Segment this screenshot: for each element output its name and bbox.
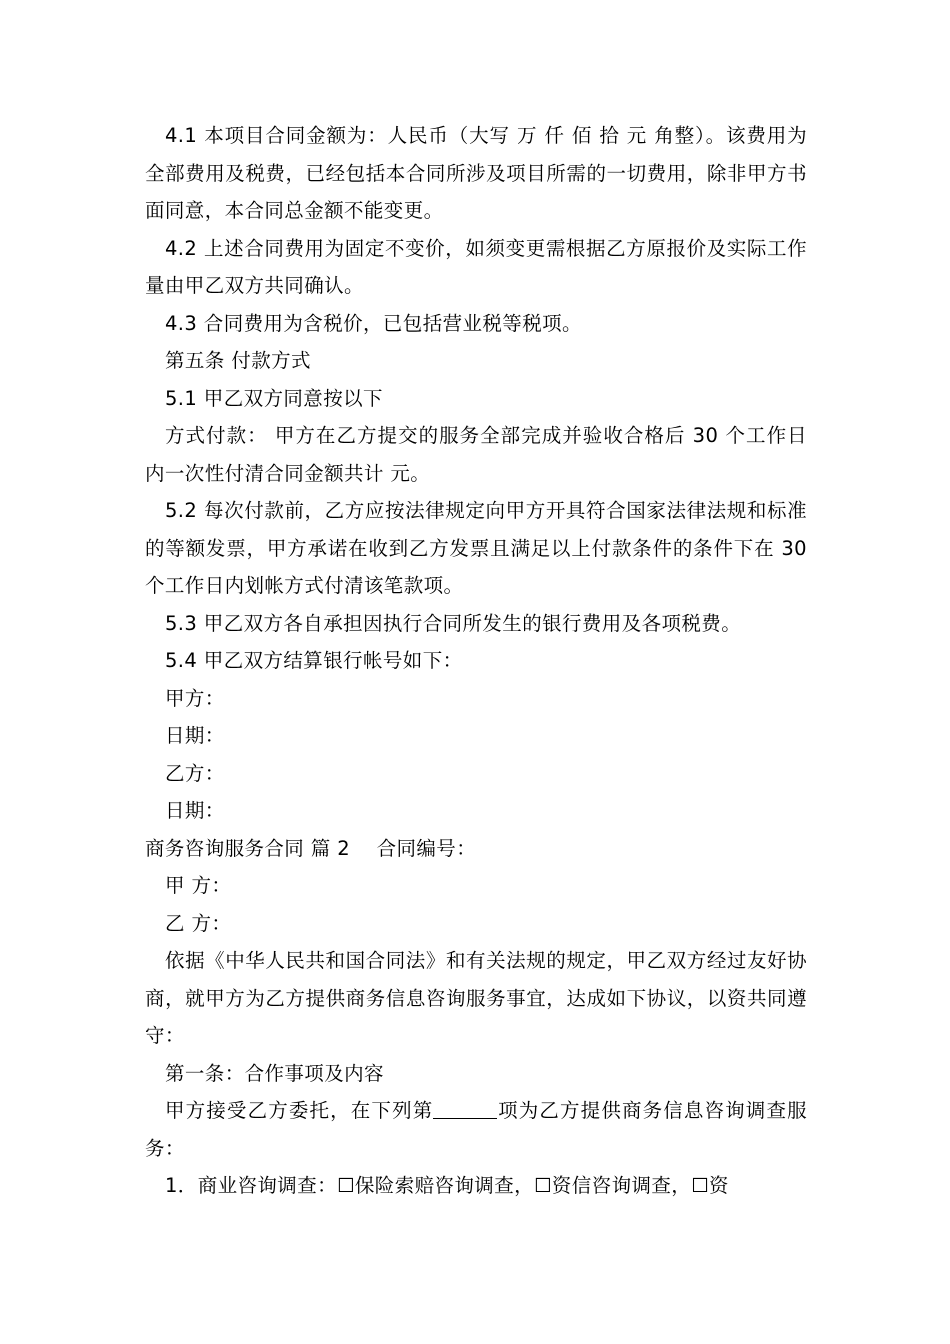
contract-2-heading: 商务咨询服务合同 篇 2 合同编号： [145, 836, 477, 860]
fill-in-blank [433, 1098, 497, 1119]
preamble-paragraph: 依据《中华人民共和国合同法》和有关法规的规定，甲乙双方经过友好协商，就甲方为乙方提供商务信息咨询服务事宜，达成如下协议，以资共同遵守： [145, 949, 807, 1047]
clause-5-4: 5.4 甲乙双方结算银行帐号如下： [165, 649, 463, 672]
article-1-heading: 第一条：合作事项及内容 [165, 1061, 384, 1085]
party-b-signature-line: 乙方： [165, 761, 225, 785]
clause-4-2: 4.2 上述合同费用为固定不变价，如须变更需根据乙方原报价及实际工作量由甲乙双方共同确认。 [145, 236, 807, 297]
party-a-date-line: 日期： [165, 724, 225, 747]
party-a-field: 甲 方： [165, 874, 232, 897]
commission-text-after: 项为乙方提供商务信息咨询调查服务： [145, 1099, 807, 1160]
service-list-item-1: 1．商业咨询调查：☐保险索赔咨询调查，☐资信咨询调查，☐资 [165, 1174, 729, 1197]
document-body [145, 117, 807, 1205]
clause-5-3: 5.3 甲乙双方各自承担因执行合同所发生的银行费用及各项税费。 [165, 611, 742, 635]
clause-5-2: 5.2 每次付款前，乙方应按法律规定向甲方开具符合国家法律法规和标准的等额发票，甲方承诺在收到乙方发票且满足以上付款条件的条件下在 30 个工作日内划帐方式付清该笔款项。 [145, 499, 807, 597]
article-5-heading: 第五条 付款方式 [165, 349, 311, 372]
party-b-date-line: 日期： [165, 799, 225, 822]
commission-paragraph [145, 1092, 807, 1167]
clause-4-1: 4.1 本项目合同金额为：人民币（大写 万 仟 佰 拾 元 角整）。该费用为全部费用及税费，已经包括本合同所涉及项目所需的一切费用，除非甲方书面同意，本合同总金额不能变更。 [145, 124, 807, 222]
party-a-signature-line: 甲方： [165, 686, 225, 710]
commission-text-before: 甲方接受乙方委托，在下列第 [165, 1099, 434, 1122]
clause-4-3: 4.3 合同费用为含税价，已包括营业税等税项。 [165, 311, 582, 335]
payment-method-paragraph: 方式付款： 甲方在乙方提交的服务全部完成并验收合格后 30 个工作日内一次性付清合同金额共计 元。 [145, 424, 807, 485]
clause-5-1: 5.1 甲乙双方同意按以下 [165, 386, 383, 410]
party-b-field: 乙 方： [165, 911, 232, 935]
